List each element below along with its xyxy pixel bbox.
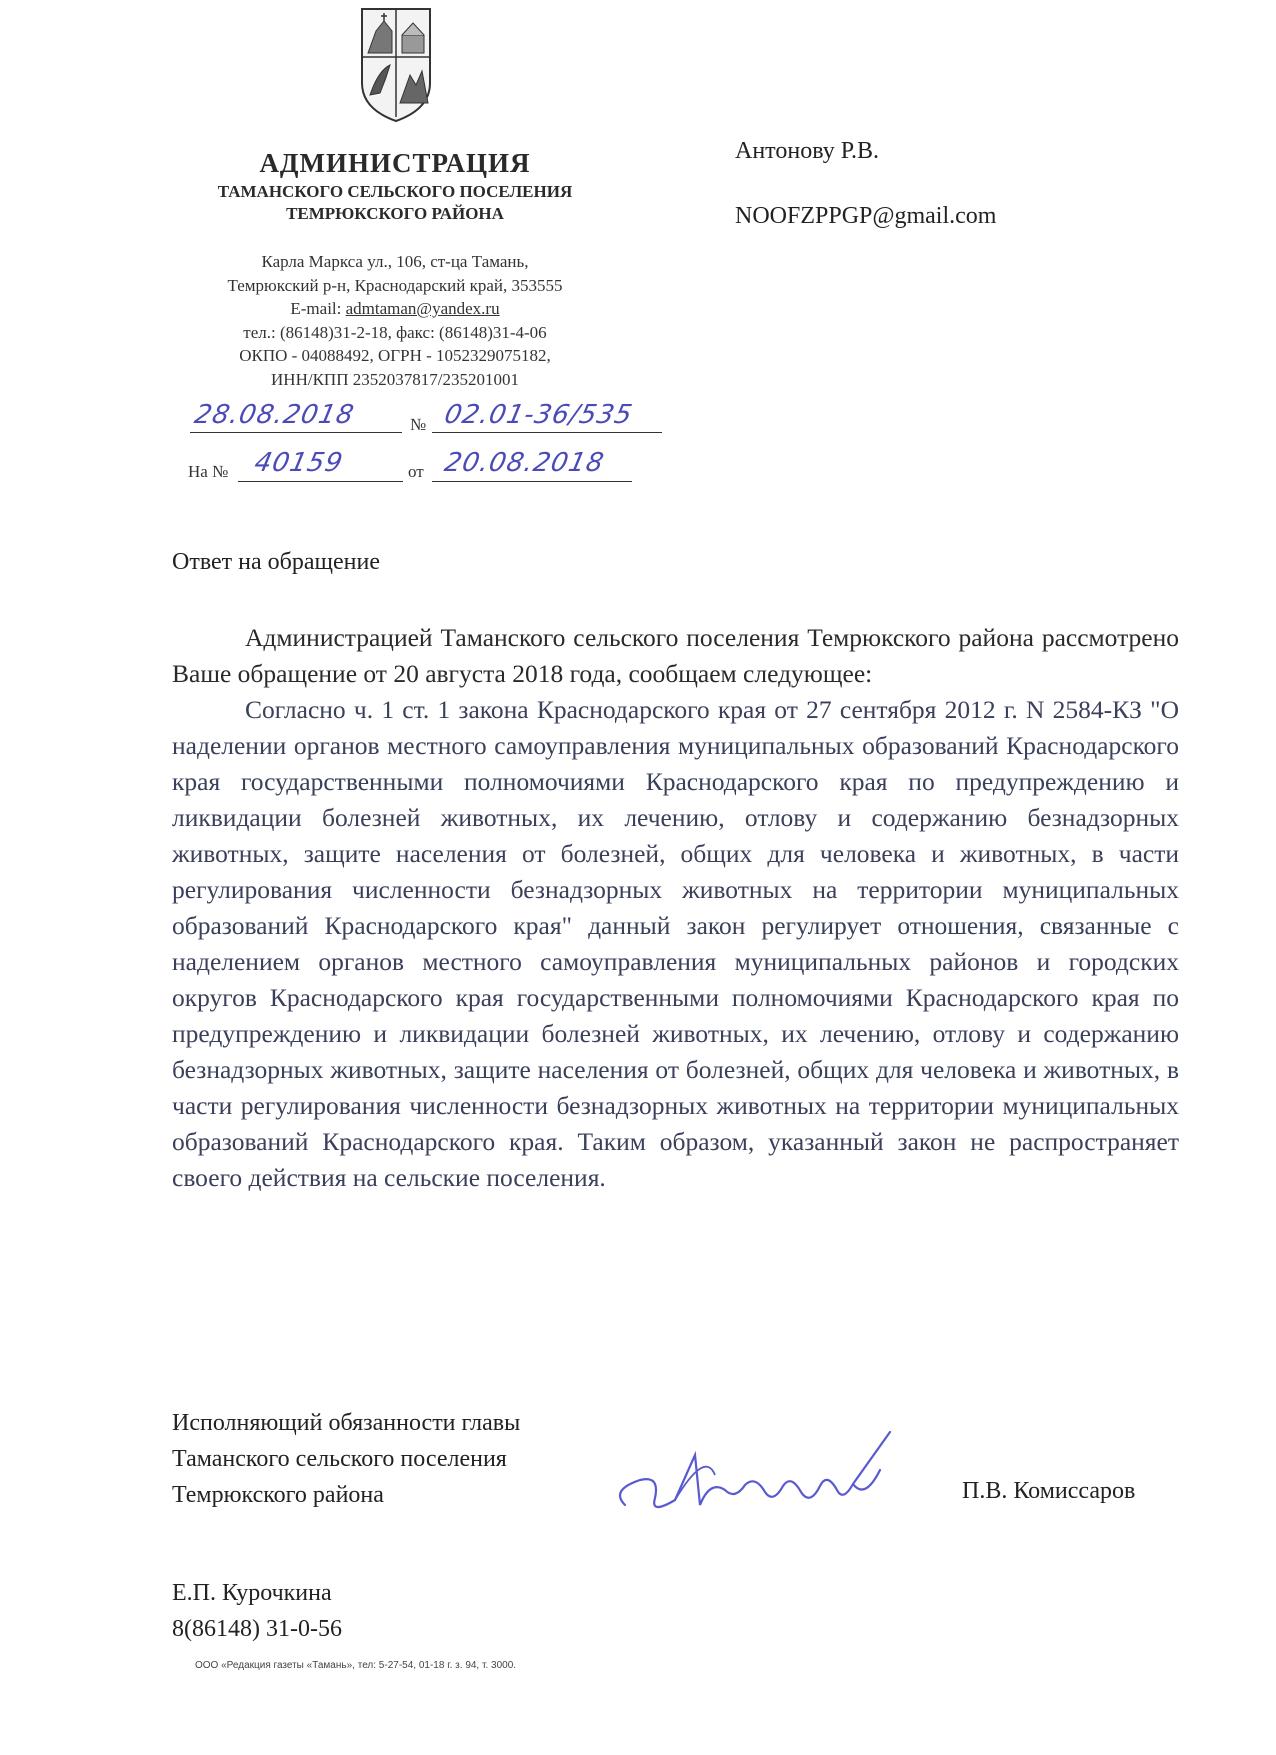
ref-label: На № (188, 462, 229, 481)
handwritten-signature (615, 1420, 905, 1530)
executor-name: Е.П. Курочкина (172, 1580, 332, 1606)
executor-block (172, 1575, 342, 1647)
body-paragraph-1: Администрацией Таманского сельского поселения Темрюкского района рассмотрено Ваше обращение от 20 августа 2018 года, сообщаем следующее: (172, 623, 1179, 688)
from-label: от (408, 462, 424, 481)
email-line (160, 297, 630, 321)
signatory-name: П.В. Комиссаров (962, 1478, 1136, 1504)
signatory-position (172, 1405, 520, 1513)
org-title: АДМИНИСТРАЦИЯ (259, 148, 531, 178)
coat-of-arms-emblem (356, 5, 436, 125)
recipient-email: NOOFZPPGP@gmail.com (735, 203, 997, 229)
number-label: № (410, 415, 427, 434)
position-line-3: Темрюкского района (172, 1482, 384, 1508)
email-link[interactable]: admtaman@yandex.ru (345, 299, 500, 318)
position-line-2: Таманского сельского поселения (172, 1446, 507, 1472)
outgoing-number: 02.01-36/535 (441, 400, 636, 430)
address-line-1: Карла Маркса ул., 106, ст-ца Тамань, (261, 252, 529, 271)
ref-date-underline (432, 481, 632, 482)
number-underline (432, 432, 662, 433)
printer-note: ООО «Редакция газеты «Тамань», тел: 5-27-54, 01-18 г. з. 94, т. 3000. (195, 1660, 517, 1671)
phones-line: тел.: (86148)31-2-18, факс: (86148)31-4-06 (243, 322, 547, 342)
ref-number-underline (238, 481, 403, 482)
outgoing-date: 28.08.2018 (191, 400, 358, 430)
org-subtitle (160, 181, 630, 225)
recipient-name: Антонову Р.В. (735, 138, 880, 164)
letter-subject: Ответ на обращение (172, 549, 380, 575)
date-underline (190, 432, 402, 433)
position-line-1: Исполняющий обязанности главы (172, 1410, 521, 1436)
ref-date: 20.08.2018 (441, 448, 608, 478)
body-paragraph-2: Согласно ч. 1 ст. 1 закона Краснодарского края от 27 сентября 2012 г. N 2584-КЗ "О наделении органов местного самоуправления муниципальных образований Краснодарского края государственными полномочиями Краснодарского края по предупреждению и ликвидации болезней животных, их лечению, отлову и содержанию безнадзорных животных, защите населения от болезней, общих для человека и животных, в части регулирования численности безнадзорных животных на территории муниципальных образований Краснодарского края" данный закон регулирует отношения, связанные с наделением органов местного самоуправления муниципальных районов и городских округов Краснодарского края государственными полномочиями Краснодарского края по предупреждению и ликвидации болезней животных, их лечению, отлову и содержанию безнадзорных животных, защите населения от болезней, общих для человека и животных, в части регулирования численности безнадзорных животных на территории муниципальных образований Краснодарского края. Таким образом, указанный закон не распространяет своего действия на сельские поселения. (172, 695, 1179, 1192)
executor-phone: 8(86148) 31-0-56 (172, 1616, 342, 1642)
letter-body (172, 620, 1179, 1196)
ref-number: 40159 (251, 448, 346, 478)
email-label: E-mail: (290, 299, 346, 318)
org-subtitle-line-1: ТАМАНСКОГО СЕЛЬСКОГО ПОСЕЛЕНИЯ (217, 182, 573, 201)
address-line-2: Темрюкский р-н, Краснодарский край, 353555 (227, 275, 563, 295)
org-subtitle-line-2: ТЕМРЮКСКОГО РАЙОНА (286, 204, 504, 223)
okpo-line: ОКПО - 04088492, ОГРН - 1052329075182, (239, 346, 551, 365)
inn-line: ИНН/КПП 2352037817/235201001 (271, 369, 519, 389)
org-address-block (160, 250, 630, 391)
